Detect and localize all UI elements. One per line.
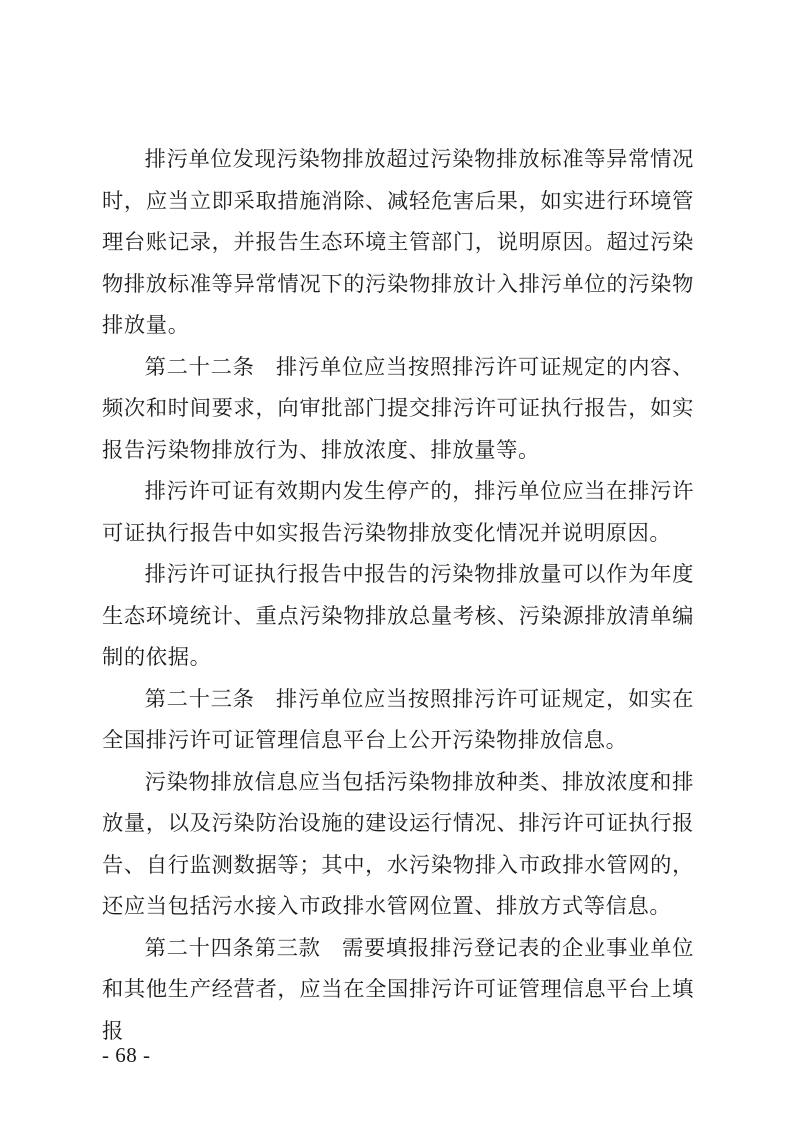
- paragraph-text: 排污许可证有效期内发生停产的，排污单位应当在排污许可证执行报告中如实报告污染物排放变化情况并说明原因。: [102, 479, 694, 546]
- paragraph-text: 排污单位应当按照排污许可证规定的内容、频次和时间要求，向审批部门提交排污许可证执行报告，如实报告污染物排放行为、排放浓度、排放量等。: [102, 354, 694, 463]
- article-number: 第二十四条第三款: [144, 935, 321, 961]
- paragraph-text: 需要填报排污登记表的企业事业单位和其他生产经营者，应当在全国排污许可证管理信息平台上填报: [102, 935, 694, 1044]
- paragraph-report-usage: [102, 554, 694, 679]
- paragraph-article-23: [102, 679, 694, 762]
- paragraph-text: 排污许可证执行报告中报告的污染物排放量可以作为年度生态环境统计、重点污染物排放总量考核、污染源排放清单编制的依据。: [102, 562, 694, 670]
- article-number: 第二十二条: [144, 354, 255, 380]
- document-body: [102, 139, 694, 1052]
- paragraph-abnormal-emission: [102, 139, 694, 347]
- paragraph-article-24-clause-3: [102, 928, 694, 1053]
- paragraph-text: 污染物排放信息应当包括污染物排放种类、排放浓度和排放量，以及污染防治设施的建设运行情况、排污许可证执行报告、自行监测数据等；其中，水污染物排入市政排水管网的，还应当包括污水接入市政排水管网位置、排放方式等信息。: [102, 769, 694, 919]
- paragraph-disclosure-content: [102, 762, 694, 928]
- page-number: - 68 -: [102, 1043, 151, 1067]
- article-number: 第二十三条: [144, 686, 255, 712]
- paragraph-text: 排污单位发现污染物排放超过污染物排放标准等异常情况时，应当立即采取措施消除、减轻危害后果，如实进行环境管理台账记录，并报告生态环境主管部门，说明原因。超过污染物排放标准等异常情况下的污染物排放计入排污单位的污染物排放量。: [102, 147, 694, 338]
- paragraph-production-halt: [102, 471, 694, 554]
- paragraph-article-22: [102, 347, 694, 472]
- paragraph-text: 排污单位应当按照排污许可证规定，如实在全国排污许可证管理信息平台上公开污染物排放信息。: [102, 686, 694, 753]
